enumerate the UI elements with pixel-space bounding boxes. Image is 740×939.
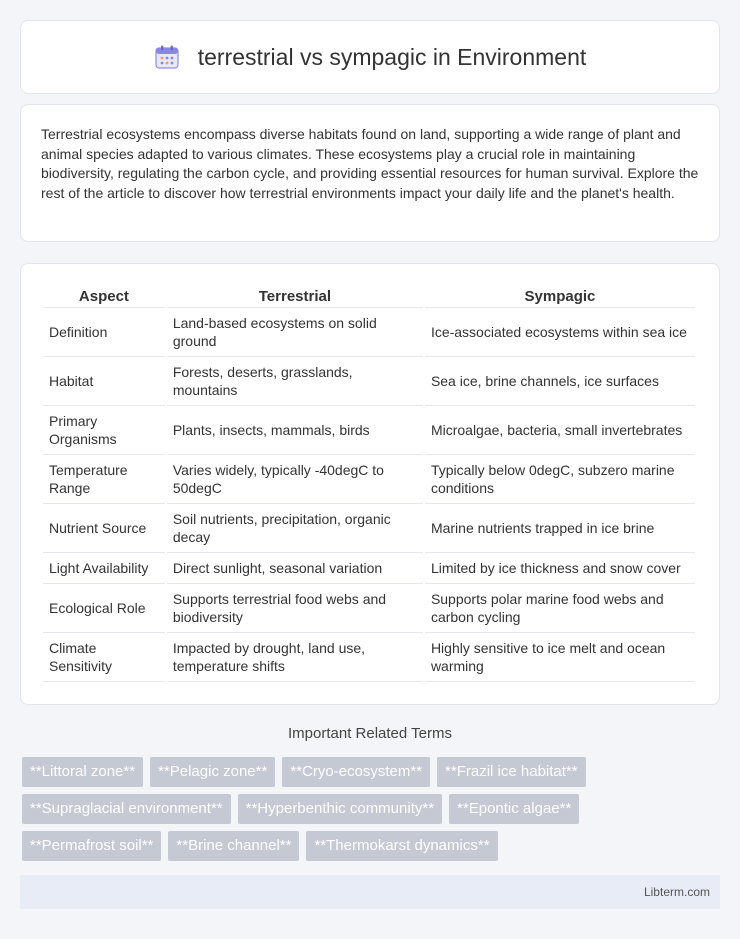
- cell-terrestrial: Direct sunlight, seasonal variation: [167, 553, 423, 584]
- cell-aspect: Habitat: [43, 357, 165, 406]
- cell-aspect: Light Availability: [43, 553, 165, 584]
- related-term-tag[interactable]: **Pelagic zone**: [150, 757, 275, 787]
- title-card: [20, 20, 720, 94]
- cell-terrestrial: Land-based ecosystems on solid ground: [167, 308, 423, 357]
- cell-terrestrial: Impacted by drought, land use, temperature shifts: [167, 633, 423, 682]
- header-aspect: Aspect: [43, 284, 165, 308]
- footer-site-link[interactable]: Libterm.com: [643, 885, 710, 899]
- cell-terrestrial: Forests, deserts, grasslands, mountains: [167, 357, 423, 406]
- cell-terrestrial: Soil nutrients, precipitation, organic decay: [167, 504, 423, 553]
- table-row: [43, 504, 695, 553]
- related-term-tag[interactable]: **Brine channel**: [168, 831, 299, 861]
- related-term-tag[interactable]: **Cryo-ecosystem**: [282, 757, 430, 787]
- cell-sympagic: Ice-associated ecosystems within sea ice: [425, 308, 695, 357]
- related-term-tag[interactable]: **Hyperbenthic community**: [238, 794, 442, 824]
- table-row: [43, 308, 695, 357]
- related-term-tag[interactable]: **Thermokarst dynamics**: [306, 831, 497, 861]
- calendar-icon: [154, 44, 180, 70]
- related-term-tag[interactable]: **Littoral zone**: [22, 757, 143, 787]
- table-row: [43, 553, 695, 584]
- cell-sympagic: Highly sensitive to ice melt and ocean warming: [425, 633, 695, 682]
- related-term-tag[interactable]: **Epontic algae**: [449, 794, 579, 824]
- cell-aspect: Climate Sensitivity: [43, 633, 165, 682]
- cell-aspect: Primary Organisms: [43, 406, 165, 455]
- intro-card: [20, 104, 720, 242]
- related-term-tag[interactable]: **Frazil ice habitat**: [437, 757, 586, 787]
- cell-aspect: Definition: [43, 308, 165, 357]
- table-row: [43, 357, 695, 406]
- comparison-table: [41, 284, 697, 682]
- header-sympagic: Sympagic: [425, 284, 695, 308]
- cell-sympagic: Typically below 0degC, subzero marine conditions: [425, 455, 695, 504]
- cell-terrestrial: Plants, insects, mammals, birds: [167, 406, 423, 455]
- cell-terrestrial: Varies widely, typically -40degC to 50degC: [167, 455, 423, 504]
- related-terms-list: [22, 757, 722, 861]
- cell-sympagic: Limited by ice thickness and snow cover: [425, 553, 695, 584]
- cell-aspect: Nutrient Source: [43, 504, 165, 553]
- intro-paragraph: Terrestrial ecosystems encompass diverse habitats found on land, supporting a wide range of plant and animal species adapted to various climates. These ecosystems play a crucial role in maintaining biodiversity, regulating the carbon cycle, and providing essential resources for human survival. Explore the rest of the article to discover how terrestrial environments impact your daily life and the planet's health.: [41, 126, 699, 201]
- cell-sympagic: Marine nutrients trapped in ice brine: [425, 504, 695, 553]
- cell-terrestrial: Supports terrestrial food webs and biodiversity: [167, 584, 423, 633]
- page-title: terrestrial vs sympagic in Environment: [197, 43, 587, 70]
- cell-aspect: Temperature Range: [43, 455, 165, 504]
- cell-sympagic: Microalgae, bacteria, small invertebrates: [425, 406, 695, 455]
- table-row: [43, 584, 695, 633]
- related-term-tag[interactable]: **Supraglacial environment**: [22, 794, 231, 824]
- cell-sympagic: Supports polar marine food webs and carbon cycling: [425, 584, 695, 633]
- cell-aspect: Ecological Role: [43, 584, 165, 633]
- table-row: [43, 406, 695, 455]
- footer: [20, 875, 720, 909]
- cell-sympagic: Sea ice, brine channels, ice surfaces: [425, 357, 695, 406]
- table-row: [43, 633, 695, 682]
- comparison-table-card: [20, 263, 720, 705]
- table-header-row: [43, 284, 695, 308]
- table-row: [43, 455, 695, 504]
- header-terrestrial: Terrestrial: [167, 284, 423, 308]
- related-term-tag[interactable]: **Permafrost soil**: [22, 831, 161, 861]
- related-terms-heading: Important Related Terms: [288, 725, 452, 742]
